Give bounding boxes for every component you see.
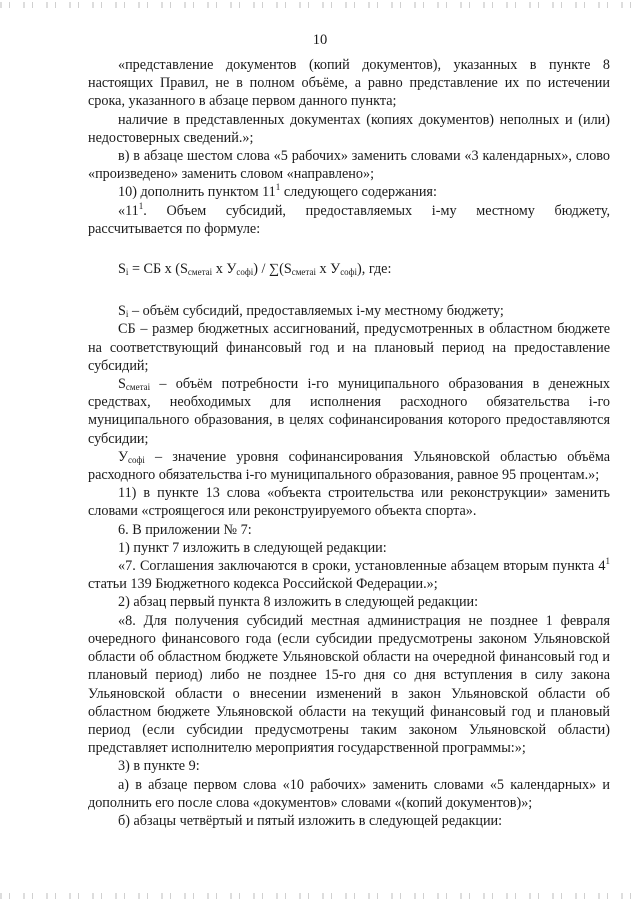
paragraph: 6. В приложении № 7: (118, 521, 252, 538)
paragraph: 2) абзац первый пункта 8 изложить в следующей редакции: (118, 594, 479, 611)
scan-edge-bottom (0, 893, 640, 899)
paragraph: $S_i$ – объём субсидий, предоставляемых i-му местному бюджету; (118, 303, 504, 320)
paragraph: наличие в представленных документах (копиях документов) неполных и (или) недостоверных сведений.»; (88, 111, 610, 146)
document-body (88, 56, 610, 830)
paragraph: $У_{софi}$ – значение уровня софинансирования Ульяновской областью объёма расходного обязательства i-го муниципального образования, равное 95 процентам.»; (88, 448, 610, 484)
paragraph: $S_{сметаi}$ – объём потребности i-го муниципального образования в денежных средствах, необходимых для исполнения расходного обязательства i-го муниципального образования, в целях софинансирования которого предоставляются субсидии; (88, 376, 610, 447)
paragraph: «представление документов (копий документов), указанных в пункте 8 настоящих Правил, не в полном объёме, а равно представление их по истечении срока, указанного в абзаце первом данного пункта; (88, 57, 610, 110)
paragraph: «$11^1$. Объем субсидий, предоставляемых i-му местному бюджету, рассчитывается по формуле: (88, 200, 610, 237)
page-number: 10 (312, 32, 328, 48)
formula: $S_i$ = СБ х ($S_{сметаi}$ х $У_{софi}) / \sum(S_{сметаi}$ х $У_{софi}$), где: (118, 261, 392, 278)
paragraph: 1) пункт 7 изложить в следующей редакции: (118, 539, 387, 556)
scan-edge-top (0, 2, 640, 8)
paragraph: «8. Для получения субсидий местная администрация не позднее 1 февраля очередного финансового года (если субсидии предусмотрены законом Ульяновской области об областном бюджете Ульяновской области на очередной финансовый год и плановый период) либо не позднее 15-го дня со дня вступления в силу закона Ульяновской области о внесении изменений в закон Ульяновской области об областном бюджете Ульяновской области на текущий финансовый год и плановый период (если субсидии предусмотрены таким законом Ульяновской области) представляет исполнителю мероприятия государственной программы:»; (88, 612, 610, 757)
paragraph: «7. Соглашения заключаются в сроки, установленные абзацем вторым пункта $4^1$ статьи 139 Бюджетного кодекса Российской Федерации.»; (88, 556, 610, 593)
paragraph: в) в абзаце шестом слова «5 рабочих» заменить словами «3 календарных», слово «произведено» заменить словом «направлено»; (88, 148, 610, 183)
paragraph: а) в абзаце первом слова «10 рабочих» заменить словами «5 календарных» и дополнить его после слова «документов» словами «(копий документов)»; (88, 776, 610, 811)
paragraph: 3) в пункте 9: (118, 758, 200, 775)
paragraph: б) абзацы четвёртый и пятый изложить в следующей редакции: (118, 812, 503, 829)
paragraph: СБ – размер бюджетных ассигнований, предусмотренных в областном бюджете на соответствующий финансовый год и на плановый период на предоставление субсидий; (88, 321, 610, 374)
paragraph: 11) в пункте 13 слова «объекта строительства или реконструкции» заменить словами «строящегося или реконструируемого объекта спорта». (88, 485, 610, 520)
paragraph: 10) дополнить пунктом $11^1$ следующего содержания: (118, 182, 437, 201)
